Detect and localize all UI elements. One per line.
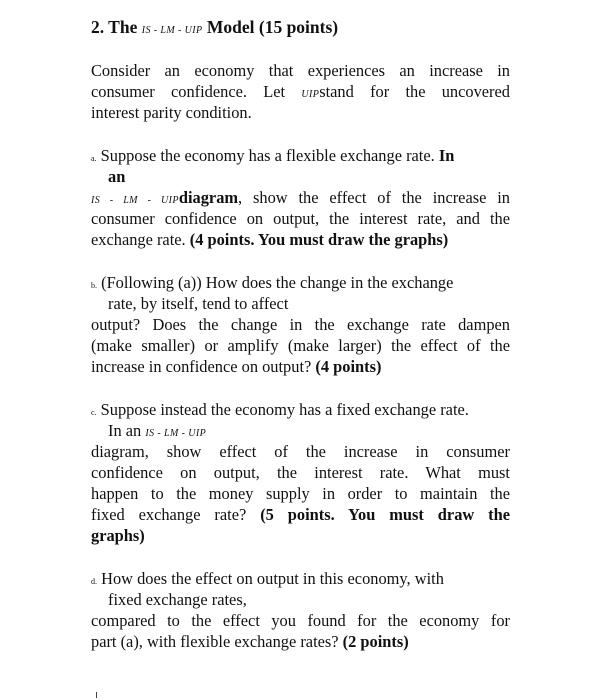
part-c-line-2: In an IS - LM - UIP	[108, 421, 207, 440]
part-d-line-4: part (a), with flexible exchange rates? (2 points)	[91, 632, 409, 651]
part-a-line-1: a. Suppose the economy has a flexible exchange rate. In	[91, 146, 455, 165]
part-c-line-5: happen to the money supply in order to maintain the	[91, 484, 510, 503]
part-b-line-4: (make smaller) or amplify (make larger) the effect of the	[91, 336, 510, 355]
part-d-line-2: fixed exchange rates,	[108, 590, 247, 609]
part-c-model-name: IS - LM - UIP	[145, 428, 207, 439]
title-model-name: IS - LM - UIP	[141, 25, 203, 36]
part-d-marker: d.	[91, 577, 97, 586]
page-tick-mark	[96, 692, 97, 698]
part-a-line-2: an	[108, 167, 126, 186]
part-b-line-5: increase in confidence on output? (4 points)	[91, 357, 382, 376]
question-title: 2. The IS - LM - UIP Model (15 points)	[91, 17, 339, 37]
intro-line-2: consumer confidence. Let UIPstand for the uncovered	[91, 82, 510, 101]
part-b-line-3: output? Does the change in the exchange rate dampen	[91, 315, 510, 334]
part-b-line-1: b. (Following (a)) How does the change in the exchange	[91, 273, 454, 292]
intro-line-3: interest parity condition.	[91, 103, 252, 122]
part-a-marker: a.	[91, 154, 97, 163]
part-c-marker: c.	[91, 408, 97, 417]
part-b-line-2: rate, by itself, tend to affect	[108, 294, 289, 313]
part-c-line-3: diagram, show effect of the increase in consumer	[91, 442, 510, 461]
part-b-marker: b.	[91, 281, 97, 290]
part-a-line-3: IS - LM - UIPdiagram, show the effect of the increase in	[91, 188, 510, 207]
part-c-line-4: confidence on output, the interest rate. What must	[91, 463, 510, 482]
intro-line-1: Consider an economy that experiences an increase in	[91, 61, 510, 80]
part-c-line-1: c. Suppose instead the economy has a fixed exchange rate.	[91, 400, 469, 419]
part-c-line-6: fixed exchange rate? (5 points. You must draw the	[91, 505, 511, 524]
uip-abbrev: UIP	[301, 89, 320, 100]
part-c-line-7: graphs)	[91, 526, 145, 545]
part-a-line-5: exchange rate. (4 points. You must draw the graphs)	[91, 230, 449, 249]
part-a-model-name: IS - LM - UIP	[91, 195, 179, 206]
part-a-line-4: consumer confidence on output, the interest rate, and the	[91, 209, 510, 228]
part-d-line-1: d. How does the effect on output in this economy, with	[91, 569, 444, 588]
part-d-line-3: compared to the effect you found for the economy for	[91, 611, 510, 630]
